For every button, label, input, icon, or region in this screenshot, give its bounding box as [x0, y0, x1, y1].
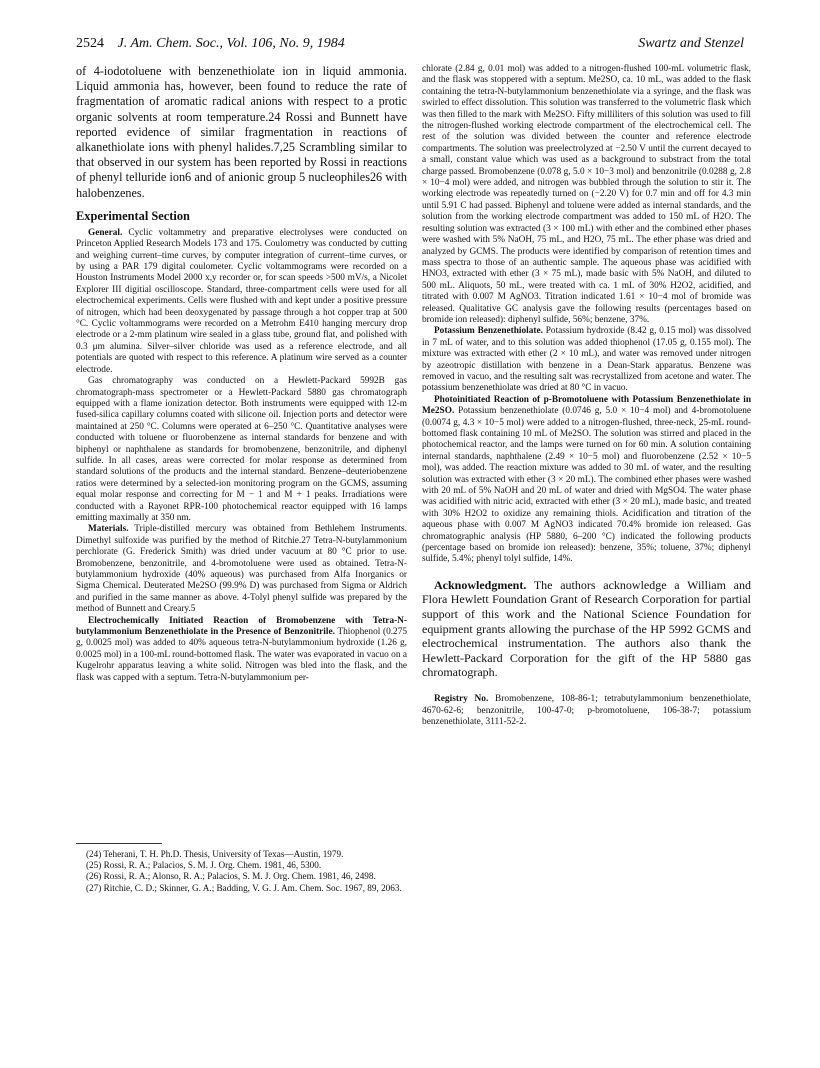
left-column — [76, 64, 407, 684]
reference-item: (25) Rossi, R. A.; Palacios, S. M. J. Org. Chem. 1981, 46, 5300. — [86, 860, 322, 871]
references — [76, 849, 407, 894]
materials-text: Triple-distilled mercury was obtained from Bethlehem Instruments. Dimethyl sulfoxide was purified by the method of Ritchie.27 Tetra-N-butylammonium perchlorate (G. Frederick Smith) was dried under vacuum at 80 °C prior to use. Bromobenzene, benzonitrile, and 4-bromotoluene were used as obtained. Tetra-N-butylammonium hydroxide (40% aqueous) was purchased from Alfa Inorganics or Sigma Chemical. Deuterated Me2SO (99.9% D) was purchased from Sigma or Aldrich and purified in the same manner as above. 4-Tolyl phenyl sulfide was prepared by the method of Bunnett and Creary.5 — [76, 524, 407, 615]
reference-item: (26) Rossi, R. A.; Alonso, R. A.; Palacios, S. M. J. Org. Chem. 1981, 46, 2498. — [86, 871, 376, 882]
right-column — [422, 64, 751, 729]
photo-heading: Photoinitiated Reaction of p-Bromotoluene with Potassium Benzenethiolate in Me2SO. — [422, 394, 751, 417]
reference-item: (24) Teherani, T. H. Ph.D. Thesis, University of Texas—Austin, 1979. — [86, 849, 344, 859]
general-paragraph — [76, 228, 407, 376]
materials-heading: Materials. — [88, 524, 129, 535]
acknowledgment-text: The authors acknowledge a William and Flora Hewlett Foundation Grant of Research Corporation for partial support of this work and the National Science Foundation for equipment grants allowing the purchase of the HP 5992 GCMS and electrochemical instrumentation. The authors also thank the Hewlett-Packard Corporation for the gift of the HP 5880 gas chromatograph. — [422, 577, 751, 680]
continued-paragraph: chlorate (2.84 g, 0.01 mol) was added to a nitrogen-flushed 100-mL volumetric flask, and the flask was stoppered with a septum. Me2SO, ca. 10 mL, was added to the flask containing the tetra-N-butylammonium benzenethiolate via a syringe, and the flask was swirled to effect dissolution. This solution was transferred to the volumetric flask which was then filled to the mark with Me2SO. Fifty milliliters of this solution was used to fill the nitrogen-flushed working electrode compartment of the electrochemical cell. The rest of the solution was divided between the counter and reference electrode compartments. The solution was preelectrolyzed at −2.50 V until the current decayed to a small, constant value which was used as a background to substract from the total charge passed. Bromobenzene (0.078 g, 5.0 × 10−3 mol) and benzonitrile (0.0288 g, 2.8 × 10−4 mol) were added, and nitrogen was bubbled through the solution to stir it. The working electrode was repeatedly turned on (−2.20 V) for 0.7 min and off for 4.3 min until 5.91 C had passed. Biphenyl and toluene were added as internal standards, and the solution from the working electrode compartment was added to 150 mL of H2O. The resulting solution was extracted (3 × 100 mL) with ether and the combined ether phases were washed with 5% NaOH, 75 mL, and H2O, 75 mL. The ether phase was dried and analyzed by GCMS. The products were identified by comparison of retention times and mass spectra to those of an authentic sample. The aqueous phase was acidified with HNO3, extracted with ether (3 × 75 mL), made basic with 5% NaOH, and diluted to 500 mL. Aliquots, 50 mL, were treated with ca. 1 mL of 30% H2O2, acidified, and titrated with 0.007 M AgNO3. Titration indicated 1.61 × 10−4 mol of bromide was released. Qualitative GC analysis gave the following results (percentages based on bromide ion released): diphenyl sulfide, 56%; benzene, 37%. — [422, 64, 751, 325]
acknowledgment-heading: Acknowledgment. — [434, 577, 527, 592]
general-text: Cyclic voltammetry and preparative electrolyses were conducted on Princeton Applied Research Models 173 and 175. Coulometry was conducted by cutting and weighing current–time curves, by computer integration of current–time curves, or by using a PAR 179 digital coulometer. Cyclic voltammograms were recorded on a Houston Instruments Model 2000 x,y recorder or, for scan speeds >500 mV/s, a Nicolet Explorer III digitial oscilloscope. Standard, three-compartment cells were used for all electrochemical experiments. Cells were flushed with and kept under a positive pressure of nitrogen, which had been deoxygenated by passage through a hot copper trap at 500 °C. Cyclic voltammograms were recorded on a Metrohm E410 hanging mercury drop electrode or a 2-mm platinum wire sealed in a glass tube, ground flat, and polished with 0.3 μm alumina. Silver–silver chloride was used as a reference electrode, and all potentials are quoted with respect to this reference. A platinum wire served as a counter electrode. — [76, 227, 407, 375]
section-title: Experimental Section — [76, 208, 190, 223]
photo-text: Potassium benzenethiolate (0.0746 g, 5.0 × 10−4 mol) and 4-bromotoluene (0.0074 g, 4.3 × 10−5 mol) were added to a nitrogen-flushed, three-neck, 25-mL round-bottomed flask containing 10 mL of Me2SO. The solution was stirred and placed in the photochemical reactor, and the lamps were turned on for 60 min. A solution containing internal standards, naphthalene (2.49 × 10−5 mol) and fluorobenzene (2.52 × 10−5 mol), was added. The reaction mixture was added to 30 mL of water, and the resulting solution was extracted with ether (3 × 20 mL). The combined ether phases were washed with 20 mL of 5% NaOH and 20 mL of water and dried with MgSO4. The water phase was acidified with nitric acid, extracted with ether (3 × 20 mL), made basic, and treated with 30% H2O2 to oxidize any remaining thiols. Acidification and titration of the aqueous phase with 0.007 M AgNO3 indicated 70.4% bromide ion released. Gas chromatographic analysis (HP 5880, 6–200 °C) indicated the following products (percentage based on bromide ion released): benzene, 35%; toluene, 37%; diphenyl sulfide, 5.4%; phenyl tolyl sulfide, 14%. — [422, 406, 751, 565]
potassium-paragraph — [422, 326, 751, 394]
registry-paragraph — [422, 694, 751, 729]
materials-paragraph — [76, 524, 407, 615]
intro-paragraph: of 4-iodotoluene with benzenethiolate ion in liquid ammonia. Liquid ammonia has, however, been found to reduce the rate of fragmentation of aromatic radical anions with respect to a protic organic solvents at room temperature.24 Rossi and Bunnett have reported evidence of similar fragmentation in reactions of alkanethiolate ions with phenyl halides.7,25 Scrambling similar to that observed in our system has been reported by Rossi in reactions of phenyl telluride ion6 and of anionic group 5 nucleophiles26 with halobenzenes. — [76, 64, 407, 200]
page-header — [76, 36, 744, 56]
registry-text: Bromobenzene, 108-86-1; tetrabutylammonium benzenethiolate, 4670-62-6; benzonitrile, 100-47-0; p-bromotoluene, 106-38-7; potassium benzenethiolate, 3111-52-2. — [422, 694, 751, 728]
page-number: 2524 — [76, 36, 104, 51]
header-left — [76, 36, 345, 52]
electro-heading: Electrochemically Initiated Reaction of Bromobenzene with Tetra-N-butylammonium Benzenethiolate in the Presence of Benzonitrile. — [76, 615, 407, 638]
reference-item: (27) Ritchie, C. D.; Skinner, G. A.; Badding, V. G. J. Am. Chem. Soc. 1967, 89, 2063. — [86, 882, 402, 893]
photo-paragraph — [422, 395, 751, 566]
gc-paragraph: Gas chromatography was conducted on a Hewlett-Packard 5992B gas chromatograph-mass spectrometer or a Hewlett-Packard 5880 gas chromatograph equipped with a flame ionization detector. Both instruments were equipped with 12-m fused-silica capillary columns coated with silicone oil. Injection ports and detector were maintained at 250 °C. Columns were operated at 6–250 °C. Quantitative analyses were conducted with toluene or fluorobenzene as internal standards for benzene and with biphenyl or naphthalene as standards for bromobenzene, benzonitrile, and diphenyl sulfide. In all cases, areas were corrected for molar response as determined from standard solutions of the products and the internal standard. Benzene–deuteriobenzene ratios were determined by a selected-ion monitoring program on the GCMS, assuming equal molar response and correcting for M − 1 and M + 1 peaks. Irradiations were conducted with a Rayonet RPR-100 photochemical reactor equipped with 16 lamps emitting maximally at 350 nm. — [76, 376, 407, 523]
journal-citation: J. Am. Chem. Soc., Vol. 106, No. 9, 1984 — [117, 36, 345, 51]
footnote-rule — [76, 843, 162, 844]
header-authors: Swartz and Stenzel — [638, 36, 744, 51]
electro-text: Thiophenol (0.275 g, 0.0025 mol) was added to 40% aqueous tetra-N-butylammonium hydroxide (1.26 g, 0.0025 mol) in a 100-mL round-bottomed flask. The water was evaporated in vacuo on a Kugelrohr apparatus leaving a white solid. Nitrogen was bled into the flask, and the flask was capped with a septum. Tetra-N-butylammonium per- — [76, 627, 407, 683]
potassium-heading: Potassium Benzenethiolate. — [434, 326, 543, 337]
registry-heading: Registry No. — [434, 694, 489, 705]
general-heading: General. — [88, 227, 123, 238]
potassium-text: Potassium hydroxide (8.42 g, 0.15 mol) was dissolved in 7 mL of water, and to this solution was added thiophenol (17.05 g, 0.155 mol). The mixture was extracted with ether (2 × 10 mL), and water was removed under nitrogen by azeotropic distillation with benzene in a Dean-Stark apparatus. Benzene was removed in vacuo, and the resulting salt was recrystallized from acetone and water. The potassium benzenethiolate was dried at 80 °C in vacuo. — [422, 326, 752, 394]
electro-paragraph — [76, 616, 407, 684]
acknowledgment-paragraph — [422, 578, 751, 680]
